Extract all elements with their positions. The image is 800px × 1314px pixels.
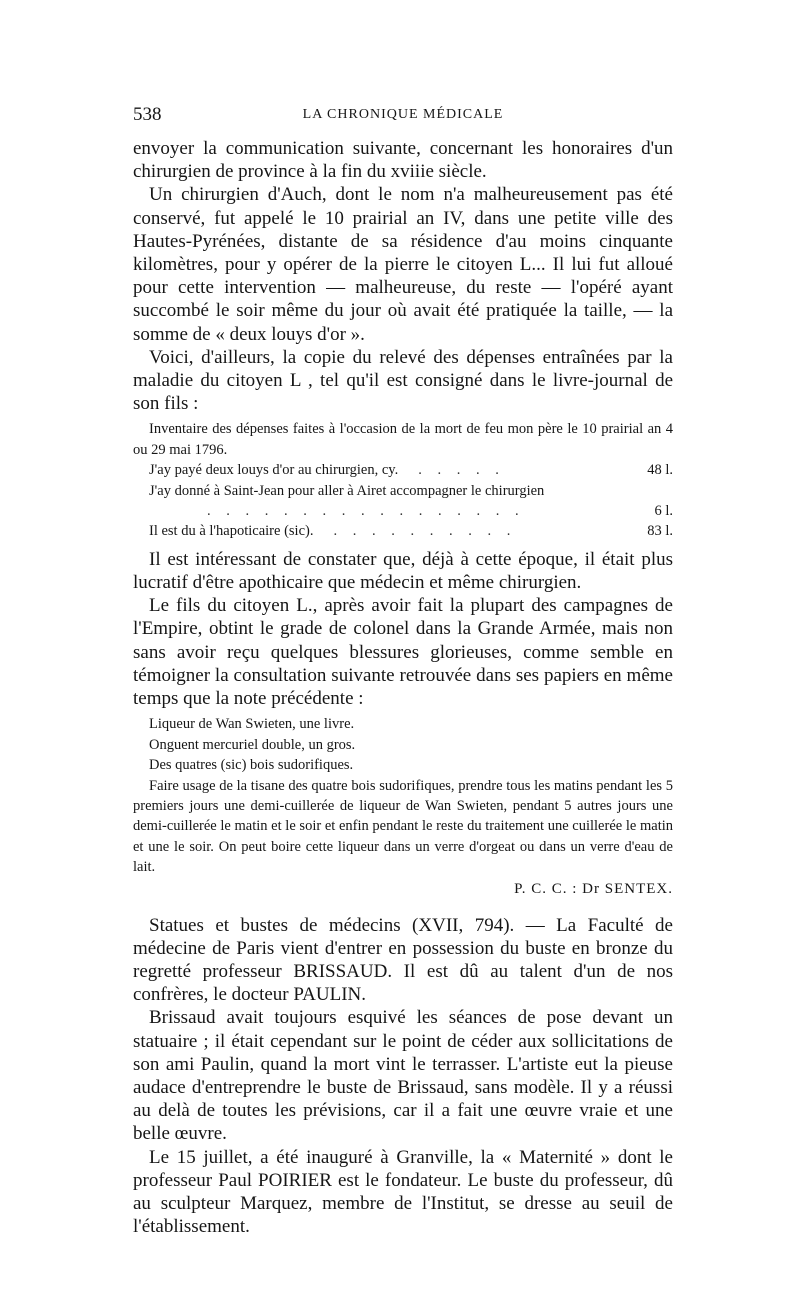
paragraph-granville: Le 15 juillet, a été inauguré à Granville, la « Maternité » dont le professeur Paul POIRIER est le fondateur. Le buste du professeur, dû au sculpteur Marquez, membre de l'Institut, se dresse au seuil de l'établissement. bbox=[133, 1146, 673, 1238]
inventory-row-label: J'ay donné à Saint-Jean pour aller à Airet accompagner le chirurgien bbox=[149, 482, 545, 499]
running-title: LA CHRONIQUE MÉDICALE bbox=[302, 107, 504, 122]
inventory-row-dots: . . . . . . . . . . bbox=[333, 523, 517, 540]
prescription-line: Liqueur de Wan Swieten, une livre. bbox=[149, 716, 355, 733]
prescription-line: Onguent mercuriel double, un gros. bbox=[149, 736, 356, 753]
inventory-row bbox=[133, 460, 673, 480]
inventory-row-amount: 48 l. bbox=[647, 462, 673, 479]
paragraph-surgeon-auch: Un chirurgien d'Auch, dont le nom n'a malheureusement pas été conservé, fut appelé le 10 prairial an IV, dans une petite ville des Hautes-Pyrénées, distante de sa résidence d'au moins cinquante kilomètres, pour y opérer de la pierre le citoyen L... Il lui fut alloué pour cette intervention — malheureuse, du reste — l'opéré ayant succombé le soir même du jour où avait été pratiquée la taille, — la somme de « deux louys d'or ». bbox=[133, 184, 673, 345]
prescription-instructions: Faire usage de la tisane des quatre bois sudorifiques, prendre tous les matins pendant les 5 premiers jours une demi-cuillerée de liqueur de Wan Swieten, pendant 5 autres jours une demi-cuillerée le matin et le soir et enfin pendant le reste du traitement une cuillerée le matin et une le soir. On peut boire cette liqueur dans un verre d'orgeat ou dans un verre d'eau de lait. bbox=[133, 777, 673, 876]
inventory-row-continuation bbox=[133, 501, 673, 521]
inventory-row-label: Il est du à l'hapoticaire (sic). bbox=[149, 523, 314, 540]
paragraph-intro-continuation: envoyer la communication suivante, concernant les honoraires d'un chirurgien de province à la fin du xviiie siècle. bbox=[133, 138, 673, 183]
paragraph-apothecary: Il est intéressant de constater que, déjà à cette époque, il était plus lucratif d'être apothicaire que médecin et même chirurgien. bbox=[133, 548, 673, 594]
paragraph-statues-busts: Statues et bustes de médecins (XVII, 794). — La Faculté de médecine de Paris vient d'entrer en possession du buste en bronze du regretté professeur BRISSAUD. Il est dû au talent d'un de nos confrères, le docteur PAULIN. bbox=[133, 914, 673, 1006]
page-header bbox=[133, 104, 673, 132]
prescription-line: Des quatres (sic) bois sudorifiques. bbox=[149, 757, 354, 774]
article-body bbox=[133, 137, 673, 1238]
signature: P. C. C. : Dr SENTEX. bbox=[514, 880, 673, 897]
inventory-row bbox=[133, 521, 673, 541]
paragraph-expense-copy: Voici, d'ailleurs, la copie du relevé des dépenses entraînées par la maladie du citoyen L , tel qu'il est consigné dans le livre-journal de son fils : bbox=[133, 346, 673, 415]
page-number: 538 bbox=[133, 104, 162, 125]
paragraph-brissaud: Brissaud avait toujours esquivé les séances de pose devant un statuaire ; il était cependant sur le point de céder aux sollicitations de son ami Paulin, quand la mort vint le terrasser. L'artiste eut la pieuse audace d'entreprendre le buste de Brissaud, sans modèle. Il y a réussi au delà de toutes les prévisions, car il a fait une œuvre vraie et une belle œuvre. bbox=[133, 1007, 673, 1145]
inventory-row-dots: . . . . . . . . . . . . . . . . . bbox=[207, 503, 525, 520]
inventory-row-amount: 83 l. bbox=[647, 523, 673, 540]
inventory-row-dots: . . . . . bbox=[418, 462, 505, 479]
prescription bbox=[133, 714, 673, 877]
expense-inventory bbox=[133, 419, 673, 541]
paragraph-colonel: Le fils du citoyen L., après avoir fait la plupart des campagnes de l'Empire, obtint le grade de colonel dans la Grande Armée, mais non sans avoir reçu quelques blessures glorieuses, comme semble en témoigner la consultation suivante retrouvée dans ses papiers en même temps que la note précédente : bbox=[133, 595, 673, 710]
inventory-row bbox=[133, 481, 673, 501]
inventory-title: Inventaire des dépenses faites à l'occasion de la mort de feu mon père le 10 prairial an 4 ou 29 mai 1796. bbox=[133, 421, 673, 458]
inventory-row-label: J'ay payé deux louys d'or au chirurgien, cy. bbox=[149, 462, 399, 479]
inventory-row-amount: 6 l. bbox=[654, 503, 673, 520]
